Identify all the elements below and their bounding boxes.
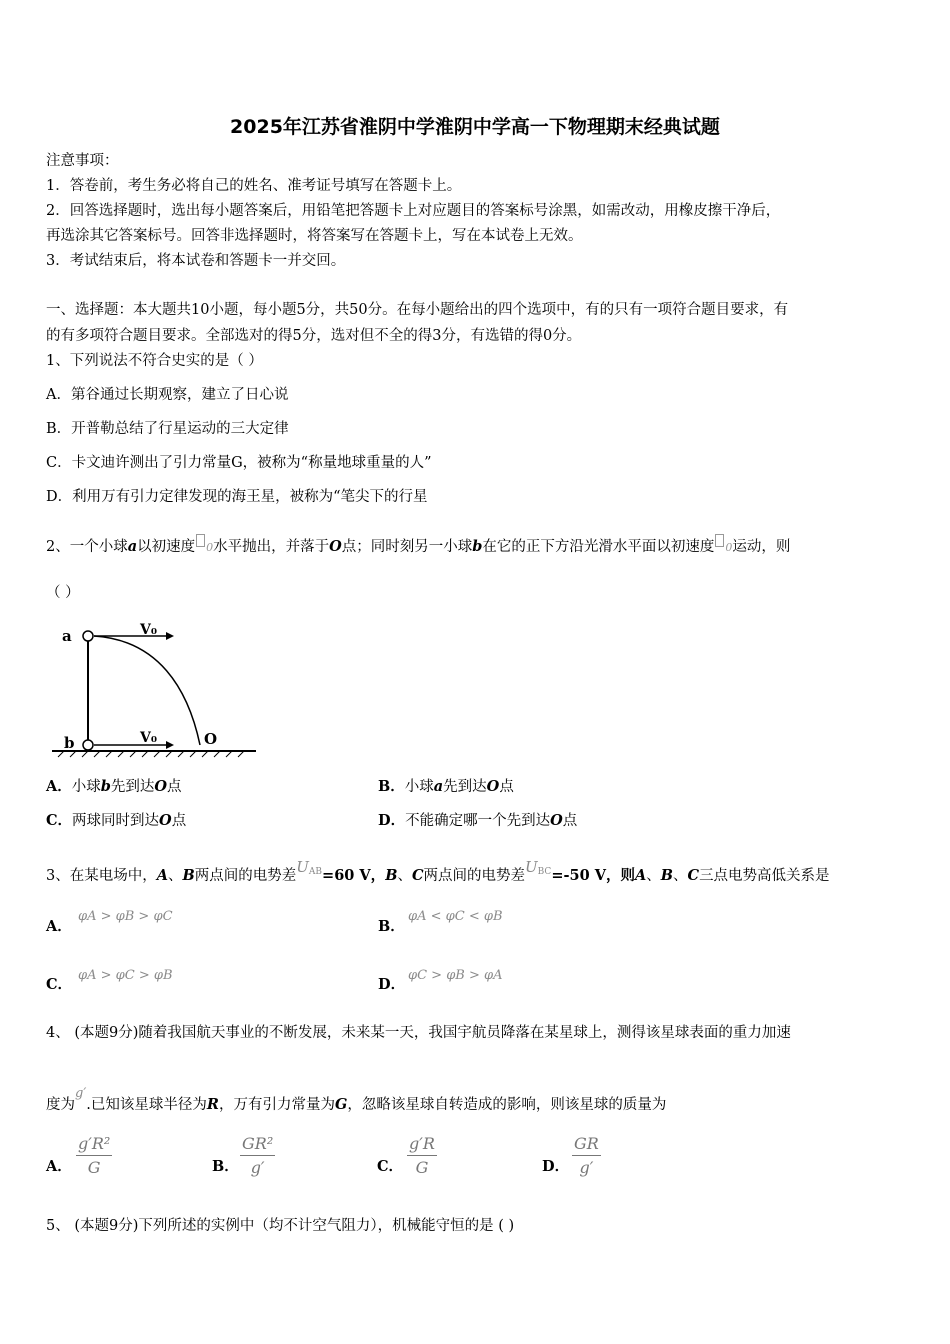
q5-stem: 5、 (本题9分)下列所述的实例中（均不计空气阻力），机械能守恒的是 ( )	[46, 1218, 515, 1234]
notice-heading: 注意事项：	[46, 153, 119, 169]
q2-option-b: B．小球a先到达O点	[378, 778, 514, 795]
label-b: b	[64, 734, 75, 752]
notice-item: 再选涂其它答案标号。回答非选择题时，将答案写在答题卡上，写在本试卷上无效。	[46, 228, 583, 244]
q2-option-c: C．两球同时到达O点	[46, 812, 187, 829]
q2-option-a: A．小球b先到达O点	[46, 778, 182, 795]
q1-option-c: C．卡文迪许测出了引力常量G，被称为“称量地球重量的人”	[46, 455, 432, 471]
notice-item: 3．考试结束后，将本试卷和答题卡一并交回。	[46, 253, 346, 269]
missing-glyph-icon	[196, 534, 205, 547]
q4-option-b-fraction: $\frac{\text{GR²}}{g'}$	[242, 1134, 274, 1177]
ball-b	[83, 740, 93, 750]
notice-item: 1．答卷前，考生务必将自己的姓名、准考证号填写在答题卡上。	[46, 178, 462, 194]
q1-option-a: A．第谷通过长期观察，建立了日心说	[46, 387, 289, 403]
label-o: O	[204, 730, 218, 748]
q1-option-b: B．开普勒总结了行星运动的三大定律	[46, 421, 289, 437]
q3-option-a: A．	[46, 918, 72, 935]
q4-stem-line2: 度为g′.已知该星球半径为R，万有引力常量为G，忽略该星球自转造成的影响，则该星球的质量为	[46, 1086, 667, 1113]
label-v0-top: V₀	[140, 622, 157, 638]
q4-option-b: B．	[212, 1158, 239, 1175]
label-v0-bottom: V₀	[140, 730, 157, 746]
projectile-figure	[48, 618, 260, 758]
q3-option-d-expr: φC > φB > φA	[408, 968, 503, 983]
q2-answer-paren: （ ）	[46, 585, 80, 601]
missing-glyph-icon	[715, 534, 724, 547]
q4-option-d-fraction: $\frac{GR}{g'}$	[574, 1134, 599, 1177]
q4-stem-line1: 4、 (本题9分)随着我国航天事业的不断发展，未来某一天，我国宇航员降落在某星球上，测得该星球表面的重力加速	[46, 1025, 791, 1041]
label-a: a	[62, 627, 72, 645]
q3-option-c: C．	[46, 976, 73, 993]
q3-option-a-expr: φA > φB > φC	[78, 909, 173, 924]
arrow-head-icon	[166, 632, 174, 640]
q2-option-d: D．不能确定哪一个先到达O点	[378, 812, 578, 829]
ball-a	[83, 631, 93, 641]
q3-option-c-expr: φA > φC > φB	[78, 968, 173, 983]
q3-option-d: D．	[378, 976, 406, 993]
arrow-head-icon	[166, 741, 174, 749]
q2-stem: 2、一个小球a以初速度 0水平抛出，并落于O点；同时刻另一小球b在它的正下方沿光滑水平面以初速度 0运动，则	[46, 534, 790, 558]
q1-stem: 1、下列说法不符合史实的是（ ）	[46, 353, 263, 369]
page-title: 2025年江苏省淮阴中学淮阴中学高一下物理期末经典试题	[230, 116, 720, 138]
q4-option-c: C．	[377, 1158, 404, 1175]
q1-option-d: D．利用万有引力定律发现的海王星，被称为“笔尖下的行星	[46, 489, 428, 505]
q3-option-b-expr: φA < φC < φB	[408, 909, 503, 924]
notice-item: 2．回答选择题时，选出每小题答案后，用铅笔把答题卡上对应题目的答案标号涂黑，如需改动，用橡皮擦干净后，	[46, 203, 781, 219]
q4-option-a-fraction: $\frac{\text{g′R²}}{G}$	[78, 1134, 111, 1177]
section-intro: 一、选择题：本大题共10小题，每小题5分，共50分。在每小题给出的四个选项中，有的只有一项符合题目要求，有	[46, 302, 789, 318]
section-intro: 的有多项符合题目要求。全部选对的得5分，选对但不全的得3分，有选错的得0分。	[46, 328, 582, 344]
q3-stem: 3、在某电场中，A、B两点间的电势差$U^{AB}=60$ V，B、C两点间的电势差$U^{BC}=-50$ V，则A、B、C三点电势高低关系是	[46, 858, 830, 884]
q3-option-b: B．	[378, 918, 405, 935]
q4-option-d: D．	[542, 1158, 570, 1175]
q4-option-c-fraction: $\frac{g'R}{G}$	[409, 1134, 435, 1177]
trajectory-curve	[94, 636, 200, 745]
q4-option-a: A．	[46, 1158, 72, 1175]
